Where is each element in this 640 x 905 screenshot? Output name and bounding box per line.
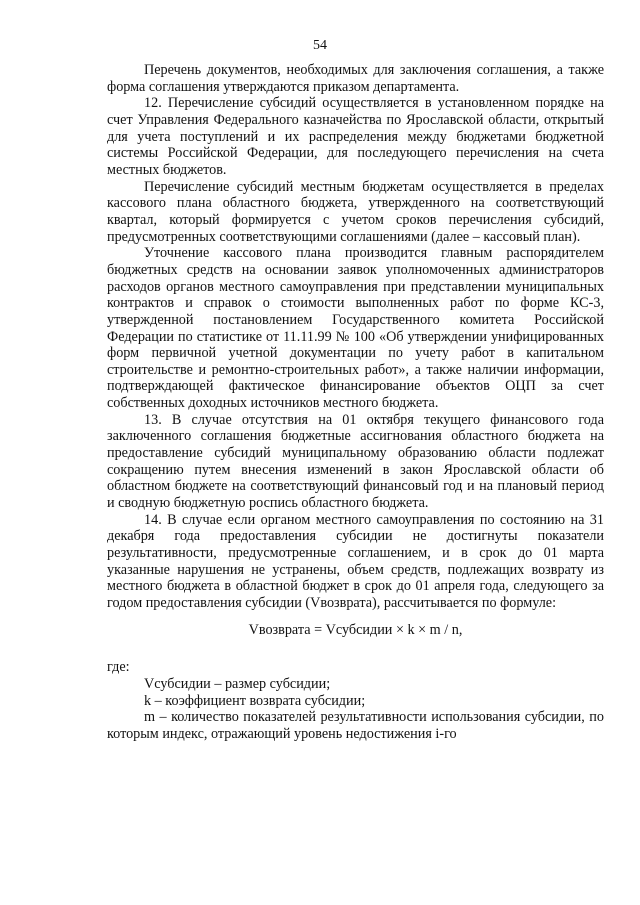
paragraph-13: 13. В случае отсутствия на 01 октября текущего финансового года заключенного соглашения бюджетные ассигнования областного бюджета на предоставление субсидий муниципальному образованию области подлежат сокращению путем внесения изменений в закон Ярославской области об областном бюджете на соответствующий финансовый год и на плановый период и сводную бюджетную роспись областного бюджета. — [107, 411, 604, 512]
paragraph-14: 14. В случае если органом местного самоуправления по состоянию на 31 декабря года предоставления субсидии не достигнуты показатели результативности, предусмотренные соглашением, и в срок до 01 марта указанные нарушения не устранены, объем средств, подлежащих возврату из местного бюджета в областной бюджет в срок до 01 апреля года, следующего за годом предоставления субсидии (Vвозврата), рассчитывается по формуле: — [107, 511, 604, 611]
paragraph-cash-plan: Уточнение кассового плана производится главным распорядителем бюджетных средств на основании заявок уполномоченных администраторов расходов органов местного самоуправления при представлении муниципальных контрактов и справок о стоимости выполненных работ по форме КС-3, утвержденной постановлением Государственного комитета Российской Федерации по статистике от 11.11.99 № 100 «Об утверждении унифицированных форм первичной учетной документации по учету работ в капитальном строительстве и ремонтно-строительных работ», а также наличии информации, подтверждающей фактическое финансирование объектов ОЦП за счет собственных доходных источников местного бюджета. — [107, 245, 604, 412]
definition-m: m – количество показателей результативности использования субсидии, по которым индекс, отражающий уровень недостижения i-го — [107, 709, 604, 742]
paragraph-documents-list: Перечень документов, необходимых для заключения соглашения, а также форма соглашения утверждаются приказом департамента. — [107, 62, 604, 95]
where-label: где: — [107, 659, 130, 676]
paragraph-subsidy-transfer: Перечисление субсидий местным бюджетам осуществляется в пределах кассового плана областного бюджета, утвержденного на соответствующий квартал, который формируется с учетом сроков перечисления субсидий, предусмотренных соответствующими соглашениями (далее – кассовый план). — [107, 178, 604, 245]
definition-v-subsidy: Vсубсидии – размер субсидии; — [144, 675, 331, 692]
paragraph-12: 12. Перечисление субсидий осуществляется в установленном порядке на счет Управления Федерального казначейства по Ярославской области, открытый для учета поступлений и их распределения между бюджетами бюджетной системы Российской Федерации, для последующего перечисления на счета местных бюджетов. — [107, 95, 604, 178]
page-number: 54 — [313, 38, 327, 53]
definition-k: k – коэффициент возврата субсидии; — [144, 692, 366, 709]
formula: Vвозврата = Vсубсидии × k × m / n, — [248, 621, 463, 638]
document-body — [107, 62, 604, 743]
